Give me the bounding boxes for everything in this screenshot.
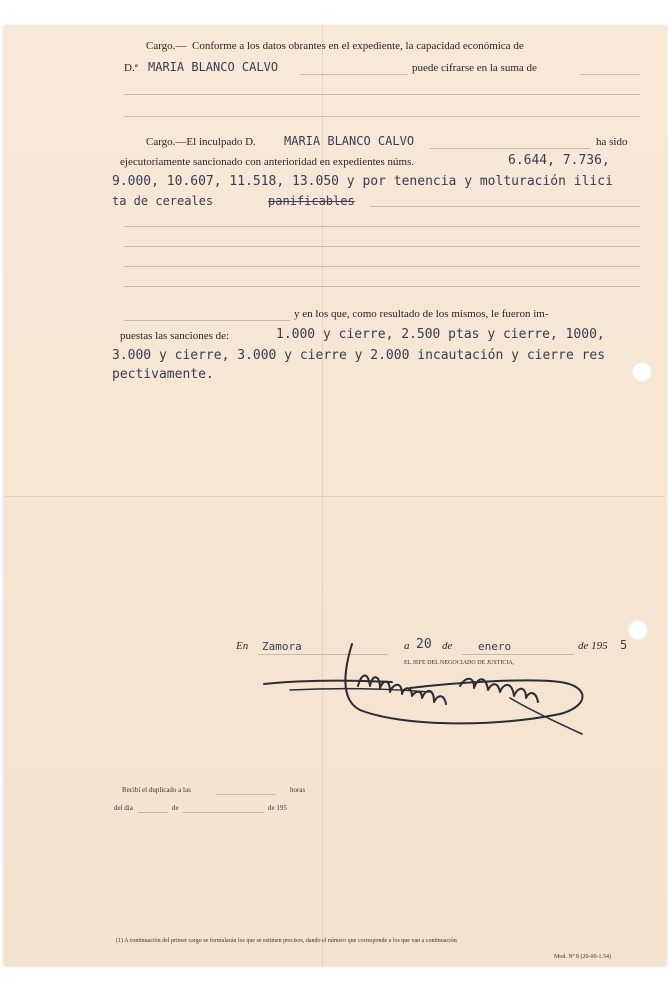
rule xyxy=(124,116,640,117)
fold-crease-horizontal xyxy=(4,496,666,497)
receipt-line2-c: de 195 xyxy=(268,804,287,812)
date-a: a xyxy=(404,640,410,652)
receipt-line2-b: de xyxy=(172,804,179,812)
rule xyxy=(124,320,290,321)
section2-line4-struck: panificables xyxy=(268,194,355,208)
section1-suffix: puede cifrarse en la suma de xyxy=(412,62,537,74)
receipt-line1-b: horas xyxy=(290,786,306,794)
section3-line3-type: 3.000 y cierre, 3.000 y cierre y 2.000 incautación y cierre res xyxy=(112,348,606,363)
rule xyxy=(430,148,590,149)
rule xyxy=(182,812,264,813)
section1-prefix: D.ª xyxy=(124,62,138,74)
date-year-digit: 5 xyxy=(620,638,628,652)
section2-ha-sido: ha sido xyxy=(596,136,628,148)
section1-label: Cargo.— xyxy=(146,40,187,52)
section2-name: MARIA BLANCO CALVO xyxy=(284,134,415,148)
section3-line4-type: pectivamente. xyxy=(112,367,214,382)
section2-label: Cargo.—El inculpado D. xyxy=(146,136,256,148)
section3-line1-print: y en los que, como resultado de los mismos, le fueron im- xyxy=(294,308,549,320)
rule xyxy=(138,812,168,813)
section3-line2-print: puestas las sanciones de: xyxy=(120,330,230,342)
section2-line4-type: ta de cereales xyxy=(112,194,214,208)
date-month: enero xyxy=(478,640,512,653)
section2-line2-print: ejecutoriamente sancionado con anterioridad en expedientes núms. xyxy=(120,156,415,168)
section1-name: MARIA BLANCO CALVO xyxy=(148,60,279,74)
rule xyxy=(580,74,640,75)
rule xyxy=(370,206,640,207)
section2-line3-type: 9.000, 10.607, 11.518, 13.050 y por tenencia y molturación ilici xyxy=(112,174,613,189)
footnote: (1) A continuación del primer cargo se formularán los que se estimen precisos, dando el número que corresponde a los que van a continuación xyxy=(116,938,457,944)
punch-hole-top xyxy=(632,362,652,382)
rule xyxy=(124,286,640,287)
officer-title: EL JEFE DEL NEGOCIADO DE JUSTICIA, xyxy=(404,660,515,666)
rule xyxy=(216,794,276,795)
rule xyxy=(124,226,640,227)
section2-line2-type: 6.644, 7.736, xyxy=(508,153,610,168)
section1-text: Conforme a los datos obrantes en el expediente, la capacidad económica de xyxy=(192,40,524,52)
handwritten-signature xyxy=(260,630,600,740)
rule xyxy=(300,74,408,75)
date-day: 20 xyxy=(416,637,432,652)
receipt-line2-a: del día xyxy=(114,804,133,812)
punch-hole-bottom xyxy=(628,620,648,640)
receipt-line1-a: Recibí el duplicado a las xyxy=(122,786,191,794)
form-code: Mod. Nº 8 (20-00-1.54) xyxy=(554,954,612,960)
rule xyxy=(124,246,640,247)
rule xyxy=(124,266,640,267)
date-year-prefix: de 195 xyxy=(578,640,608,652)
section3-line2-type: 1.000 y cierre, 2.500 ptas y cierre, 1000, xyxy=(276,327,605,342)
date-place: Zamora xyxy=(262,640,302,653)
date-de: de xyxy=(442,640,453,652)
date-en: En xyxy=(236,640,249,652)
rule xyxy=(124,94,640,95)
